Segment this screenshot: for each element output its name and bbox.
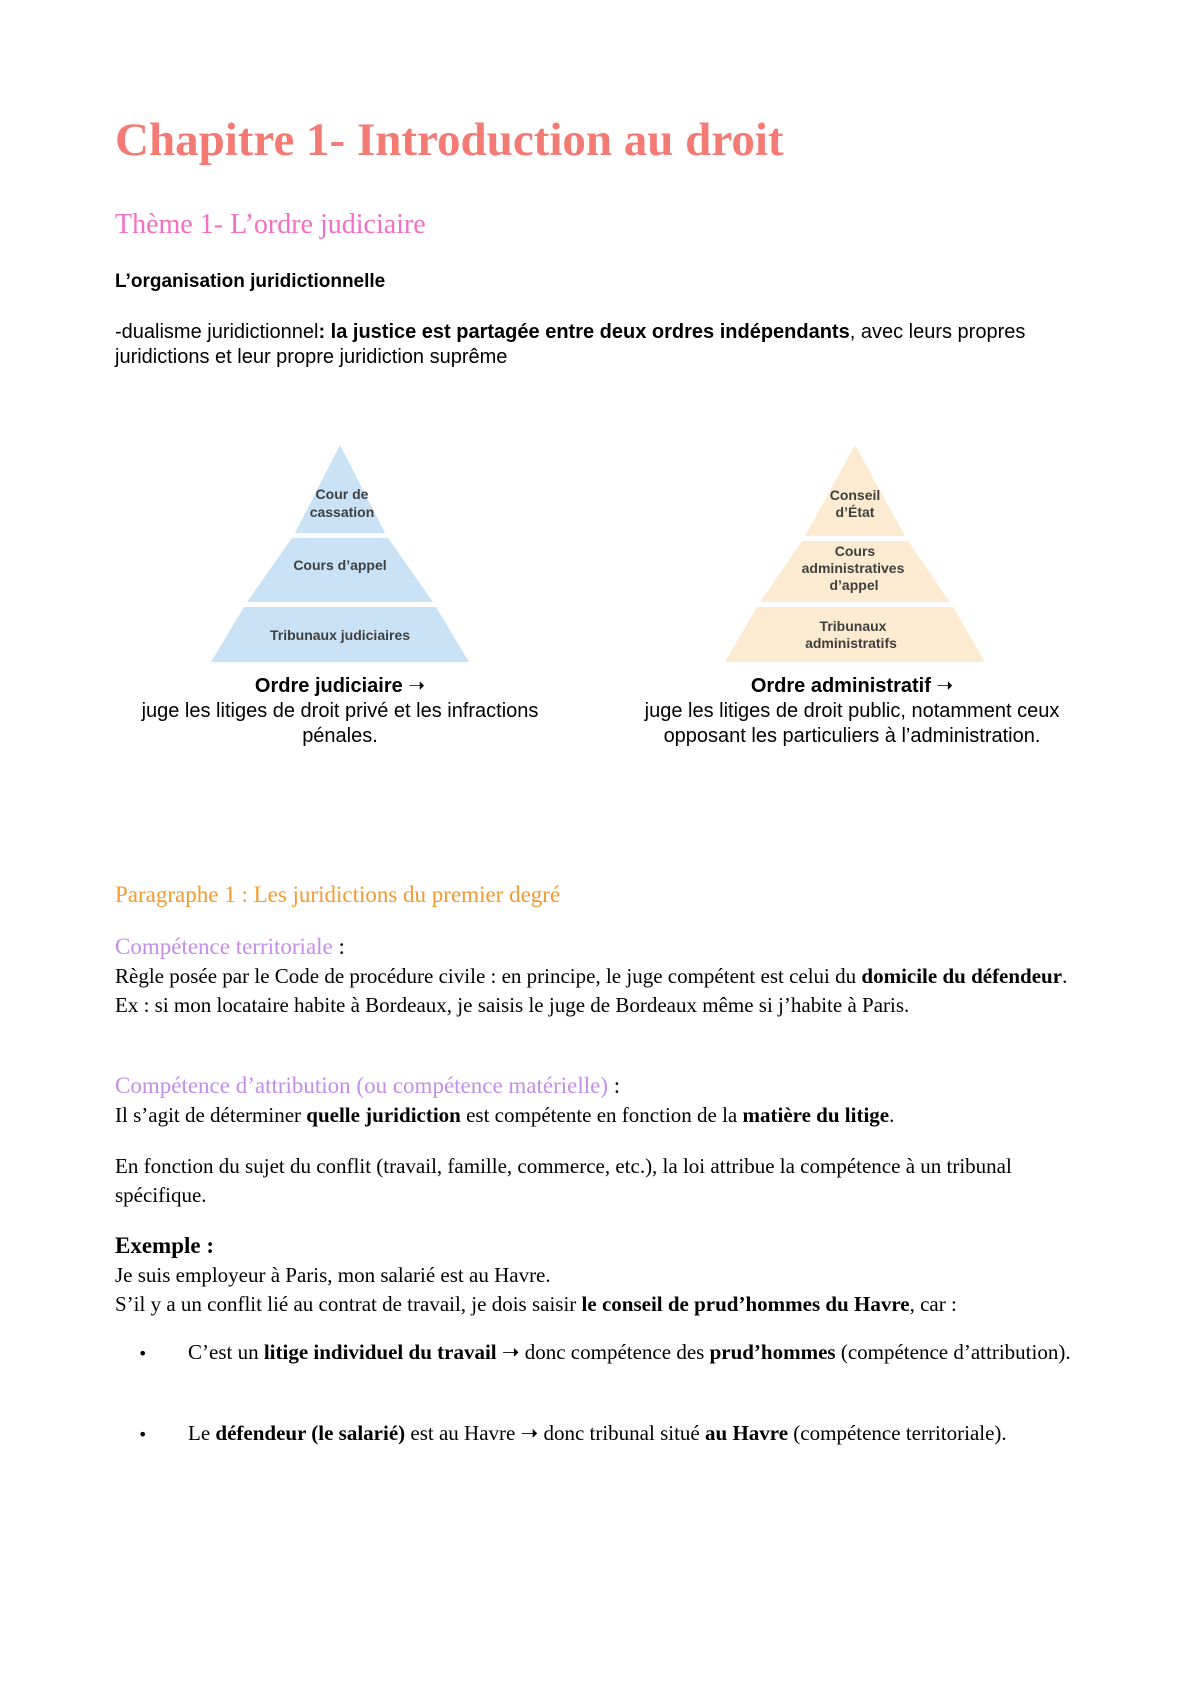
pyramid-administratif-label-middle-1: Cours [834,543,876,559]
pyramid-administratif-label-top-1: Conseil [829,487,881,503]
pyramid-administratif-label-base-1: Tribunaux [819,618,887,634]
exemple-line-2a: S’il y a un conflit lié au contrat de travail, je dois saisir [115,1292,582,1316]
territoriale-text-a: Règle posée par le Code de procédure civile : en principe, le juge compétent est celui du [115,964,862,988]
caption-administratif [622,674,1082,749]
bullet-item-2 [188,1419,1088,1448]
pyramid-judiciaire-label-top-2: cassation [309,504,375,520]
intro-colon: : [318,321,331,343]
territoriale-block [115,932,1085,1020]
caption-administratif-text: juge les litiges de droit public, notamment ceux opposant les particuliers à l’administration. [644,700,1060,747]
pyramid-administratif-label-middle-3: d’appel [829,577,879,593]
pyramid-judiciaire-label-base: Tribunaux judiciaires [269,627,411,643]
bullet-1-c: ➝ donc compétence des [496,1340,710,1364]
caption-administratif-title: Ordre administratif ➝ [750,675,954,697]
attribution-b2: matière du litige [742,1103,890,1127]
bullet-2-e: (compétence territoriale). [788,1421,1007,1445]
pyramid-administratif [720,440,990,665]
attribution-t3: . [889,1103,895,1127]
territoriale-label: Compétence territoriale [115,934,333,959]
bullet-marker-1: • [138,1344,148,1363]
pyramid-judiciaire-label-middle: Cours d’appel [293,557,387,573]
exemple-line-2b: le conseil de prud’hommes du Havre [581,1292,910,1316]
pyramid-judiciaire-label-top-1: Cour de [315,486,369,502]
attribution-colon: : [608,1073,621,1098]
territoriale-colon: : [332,934,345,959]
pyramid-administratif-label-top-2: d’État [835,504,875,520]
bullet-1-a: C’est un [188,1340,264,1364]
exemple-block [115,1231,1085,1319]
pyramid-administratif-label-base-2: administratifs [805,635,897,651]
theme-heading: Thème 1- L’ordre judiciaire [115,209,426,240]
bullet-2-d: au Havre [705,1421,789,1445]
attribution-t1: Il s’agit de déterminer [115,1103,307,1127]
attribution-block [115,1071,1085,1130]
bullet-1-b: litige individuel du travail [263,1340,497,1364]
intro-bold: la justice est partagée entre deux ordres indépendants [330,321,850,343]
pyramid-administratif-label-middle-2: administratives [801,560,905,576]
paragraph-1-heading: Paragraphe 1 : Les juridictions du premier degré [115,882,561,907]
caption-judiciaire-text: juge les litiges de droit privé et les infractions pénales. [141,700,539,747]
bullet-2-b: défendeur (le salarié) [215,1421,406,1445]
attribution-paragraph-2: En fonction du sujet du conflit (travail, famille, commerce, etc.), la loi attribue la compétence à un tribunal spécifique. [115,1154,1012,1207]
intro-prefix: -dualisme juridictionnel [115,321,319,343]
attribution-t2: est compétente en fonction de la [460,1103,743,1127]
intro-paragraph [115,320,1075,370]
intro-rest: , avec leurs propres juridictions et leur propre juridiction suprême [115,321,1026,368]
exemple-line-1: Je suis employeur à Paris, mon salarié est au Havre. [115,1263,551,1287]
caption-judiciaire-title: Ordre judiciaire ➝ [254,675,426,697]
bullet-1-e: (compétence d’attribution). [835,1340,1071,1364]
territoriale-example: Ex : si mon locataire habite à Bordeaux, je saisis le juge de Bordeaux même si j’habite à Paris. [115,993,910,1017]
pyramid-judiciaire [205,440,475,665]
exemple-line-2c: , car : [909,1292,957,1316]
section-heading: L’organisation juridictionnelle [115,271,386,292]
bullet-marker-2: • [138,1425,148,1444]
territoriale-bold: domicile du défendeur [861,964,1063,988]
bullet-2-c: est au Havre ➝ donc tribunal situé [405,1421,706,1445]
bullet-1-d: prud’hommes [709,1340,836,1364]
chapter-title: Chapitre 1- Introduction au droit [115,114,784,166]
attribution-b1: quelle juridiction [306,1103,461,1127]
bullet-2-a: Le [188,1421,216,1445]
attribution-label: Compétence d’attribution (ou compétence matérielle) [115,1073,609,1098]
bullet-item-1 [188,1338,1088,1367]
exemple-label: Exemple : [115,1233,215,1258]
caption-judiciaire [110,674,570,749]
territoriale-text-b: . [1062,964,1068,988]
